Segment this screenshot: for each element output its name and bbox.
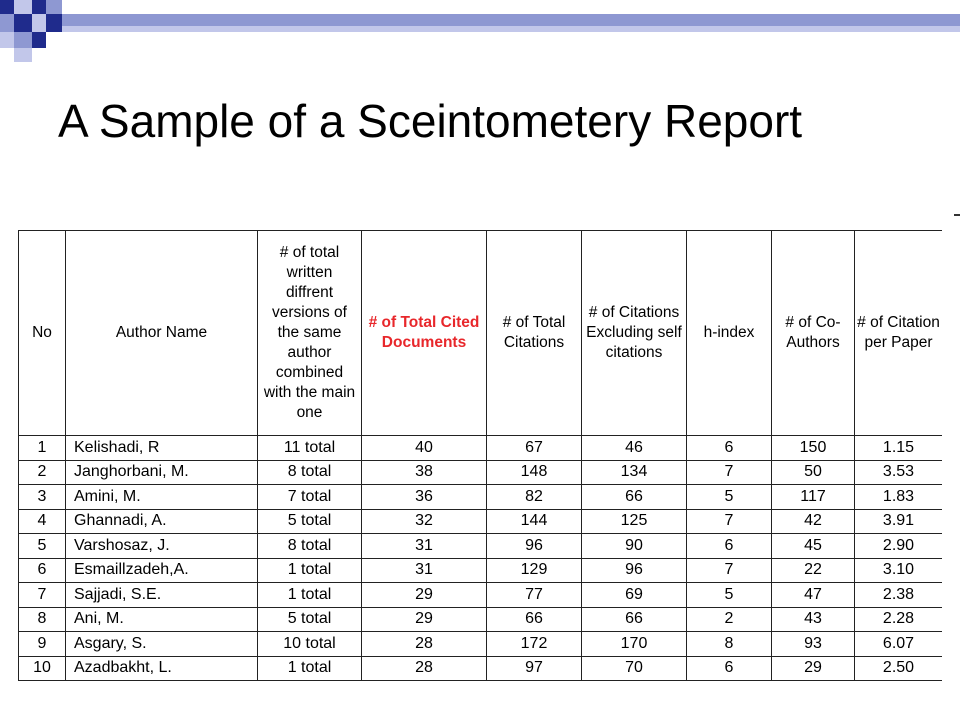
table-cell: 31 <box>362 558 487 583</box>
corner-square <box>32 0 46 14</box>
table-cell: 150 <box>772 436 855 461</box>
table-cell: 2.90 <box>855 534 943 559</box>
table-cell: 67 <box>487 436 582 461</box>
table-cell: 6 <box>687 656 772 681</box>
table-row <box>19 656 943 681</box>
corner-square <box>14 32 32 48</box>
table-cell: 93 <box>772 632 855 657</box>
column-header: No <box>19 231 66 436</box>
table-cell: 31 <box>362 534 487 559</box>
table-row <box>19 509 943 534</box>
table-cell: 29 <box>362 583 487 608</box>
table-row <box>19 558 943 583</box>
table-cell: 96 <box>582 558 687 583</box>
table-cell: 11 total <box>258 436 362 461</box>
table-row <box>19 632 943 657</box>
table-cell: 8 total <box>258 460 362 485</box>
table-row <box>19 534 943 559</box>
table-cell: 2 <box>19 460 66 485</box>
table-cell: 66 <box>582 485 687 510</box>
table-cell: 2.50 <box>855 656 943 681</box>
table-cell: Sajjadi, S.E. <box>66 583 258 608</box>
table-cell: 97 <box>487 656 582 681</box>
column-header: # of total written diffrent versions of the same author combined with the main one <box>258 231 362 436</box>
table-cell: Azadbakht, L. <box>66 656 258 681</box>
corner-square <box>14 48 32 62</box>
table-cell: 129 <box>487 558 582 583</box>
table-cell: 22 <box>772 558 855 583</box>
table-cell: 1 <box>19 436 66 461</box>
column-header: # of Total Citations <box>487 231 582 436</box>
corner-square <box>46 0 62 14</box>
table-cell: 3.10 <box>855 558 943 583</box>
table-cell: 47 <box>772 583 855 608</box>
table-cell: 38 <box>362 460 487 485</box>
table-cell: 8 <box>19 607 66 632</box>
corner-square <box>14 14 32 32</box>
table-cell: 9 <box>19 632 66 657</box>
table-cell: 40 <box>362 436 487 461</box>
table-cell: Ghannadi, A. <box>66 509 258 534</box>
table-cell: 10 <box>19 656 66 681</box>
header-bar <box>62 14 960 26</box>
table-cell: 7 <box>687 509 772 534</box>
table-cell: 2.38 <box>855 583 943 608</box>
table-cell: 5 <box>687 485 772 510</box>
table-row <box>19 607 943 632</box>
table-cell: 1.15 <box>855 436 943 461</box>
column-header: Author Name <box>66 231 258 436</box>
table-cell: 50 <box>772 460 855 485</box>
table-cell: 144 <box>487 509 582 534</box>
corner-square <box>0 32 14 48</box>
table-cell: 134 <box>582 460 687 485</box>
table-header-row <box>19 231 943 436</box>
table-body <box>19 436 943 681</box>
corner-square <box>46 14 62 32</box>
table-cell: Ani, M. <box>66 607 258 632</box>
column-header: # of Citation per Paper <box>855 231 943 436</box>
table-row <box>19 485 943 510</box>
header-bar-shadow <box>62 26 960 32</box>
table-cell: 6 <box>687 534 772 559</box>
slide-title: A Sample of a Sceintometery Report <box>58 95 803 147</box>
table-cell: Varshosaz, J. <box>66 534 258 559</box>
report-table-container <box>18 230 942 696</box>
table-cell: 28 <box>362 632 487 657</box>
table-cell: 90 <box>582 534 687 559</box>
table-cell: 3.53 <box>855 460 943 485</box>
table-cell: 8 total <box>258 534 362 559</box>
edge-mark <box>954 214 960 216</box>
table-cell: 82 <box>487 485 582 510</box>
table-cell: 148 <box>487 460 582 485</box>
table-cell: 6.07 <box>855 632 943 657</box>
table-cell: 1 total <box>258 656 362 681</box>
table-cell: 77 <box>487 583 582 608</box>
table-cell: 66 <box>582 607 687 632</box>
table-cell: 4 <box>19 509 66 534</box>
table-cell: 5 total <box>258 509 362 534</box>
table-cell: Kelishadi, R <box>66 436 258 461</box>
table-cell: 46 <box>582 436 687 461</box>
table-cell: 5 total <box>258 607 362 632</box>
table-cell: 43 <box>772 607 855 632</box>
corner-square <box>32 14 46 32</box>
table-cell: 172 <box>487 632 582 657</box>
table-cell: 117 <box>772 485 855 510</box>
table-cell: 1 total <box>258 583 362 608</box>
table-cell: 36 <box>362 485 487 510</box>
table-row <box>19 460 943 485</box>
table-cell: 5 <box>687 583 772 608</box>
column-header: # of Total Cited Documents <box>362 231 487 436</box>
table-cell: 10 total <box>258 632 362 657</box>
table-cell: 3 <box>19 485 66 510</box>
table-row <box>19 583 943 608</box>
table-cell: Esmaillzadeh,A. <box>66 558 258 583</box>
table-cell: Amini, M. <box>66 485 258 510</box>
column-header: h-index <box>687 231 772 436</box>
table-cell: 66 <box>487 607 582 632</box>
table-cell: 32 <box>362 509 487 534</box>
table-cell: 5 <box>19 534 66 559</box>
table-cell: 45 <box>772 534 855 559</box>
table-cell: 7 <box>687 558 772 583</box>
table-cell: 7 <box>19 583 66 608</box>
corner-square <box>0 14 14 32</box>
table-cell: 170 <box>582 632 687 657</box>
corner-square <box>0 0 14 14</box>
table-cell: 29 <box>362 607 487 632</box>
table-cell: 125 <box>582 509 687 534</box>
table-cell: 29 <box>772 656 855 681</box>
column-header: # of Co-Authors <box>772 231 855 436</box>
table-cell: 2 <box>687 607 772 632</box>
corner-square <box>14 0 32 14</box>
table-cell: 6 <box>687 436 772 461</box>
table-cell: 1.83 <box>855 485 943 510</box>
table-cell: 2.28 <box>855 607 943 632</box>
table-cell: 70 <box>582 656 687 681</box>
table-cell: 1 total <box>258 558 362 583</box>
column-header: # of Citations Excluding self citations <box>582 231 687 436</box>
table-cell: Janghorbani, M. <box>66 460 258 485</box>
table-cell: 3.91 <box>855 509 943 534</box>
table-cell: 69 <box>582 583 687 608</box>
table-cell: 7 <box>687 460 772 485</box>
table-cell: 96 <box>487 534 582 559</box>
table-cell: 42 <box>772 509 855 534</box>
table-cell: 28 <box>362 656 487 681</box>
table-cell: 7 total <box>258 485 362 510</box>
table-cell: Asgary, S. <box>66 632 258 657</box>
table-cell: 6 <box>19 558 66 583</box>
table-row <box>19 436 943 461</box>
table-cell: 8 <box>687 632 772 657</box>
report-table <box>18 230 942 681</box>
corner-square <box>32 32 46 48</box>
